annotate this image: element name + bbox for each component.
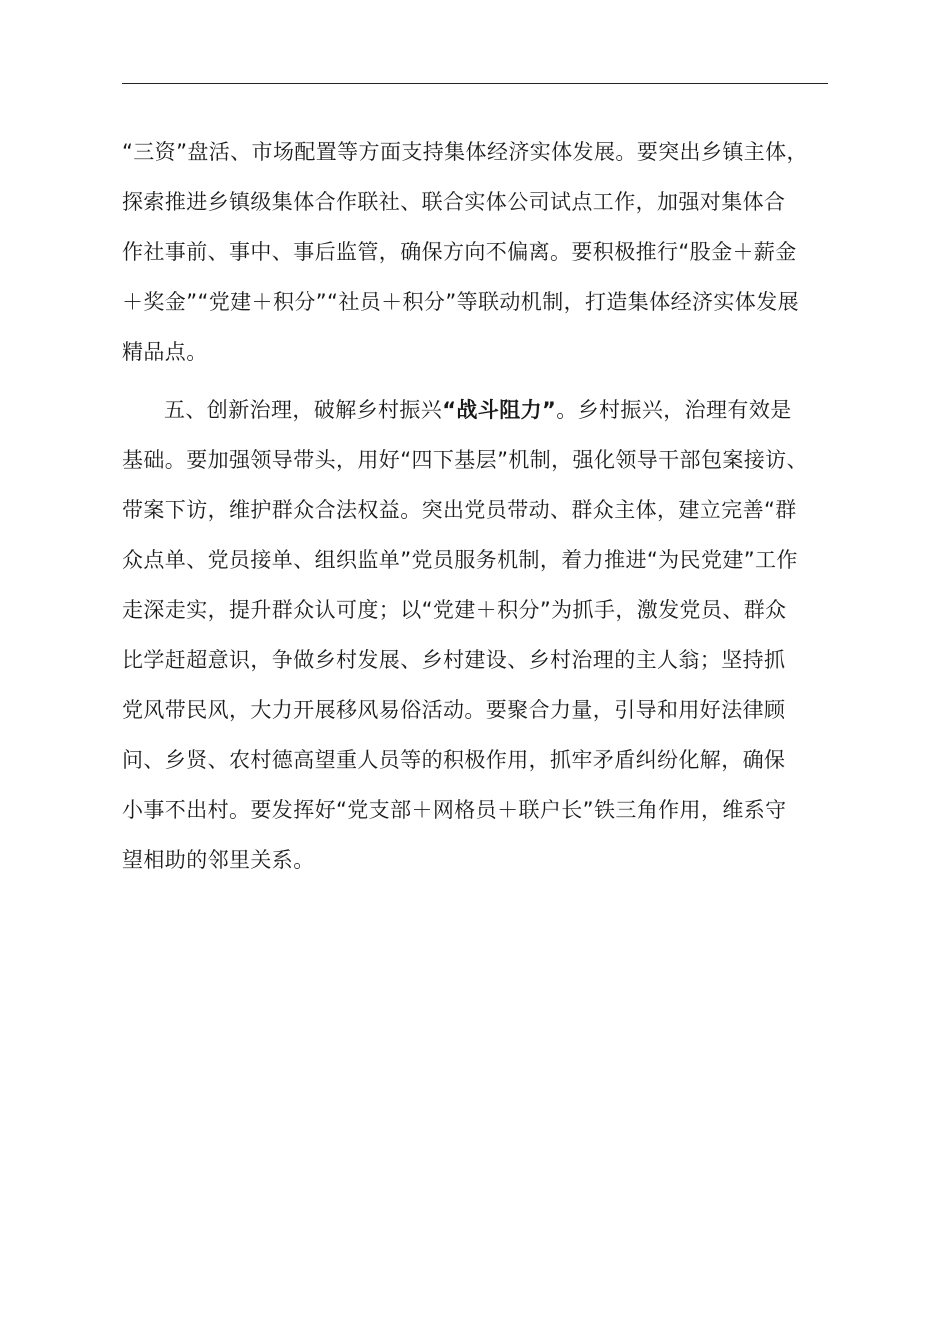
- paragraph-2: [122, 385, 834, 885]
- text-line: 基础。要加强领导带头，用好“四下基层”机制，强化领导干部包案接访、: [122, 448, 808, 472]
- text-line: 党风带民风，大力开展移风易俗活动。要聚合力量，引导和用好法律顾: [122, 698, 786, 722]
- document-body: [122, 127, 834, 885]
- section-heading-emphasis: “战斗阻力”: [442, 398, 557, 422]
- text-line: 精品点。: [122, 340, 208, 364]
- text-line: 比学赶超意识，争做乡村发展、乡村建设、乡村治理的主人翁；坚持抓: [122, 648, 786, 672]
- text-line: 探索推进乡镇级集体合作联社、联合实体公司试点工作，加强对集体合: [122, 190, 786, 214]
- text-line: 作社事前、事中、事后监管，确保方向不偏离。要积极推行“股金＋薪金: [122, 240, 797, 264]
- header-rule: [122, 83, 828, 84]
- text-line: 众点单、党员接单、组织监单”党员服务机制，着力推进“为民党建”工作: [122, 548, 798, 572]
- section-heading-suffix: 。乡村振兴，治理有效是: [556, 398, 792, 422]
- text-line: 带案下访，维护群众合法权益。突出党员带动、群众主体，建立完善“群: [122, 498, 797, 522]
- text-line: 走深走实，提升群众认可度；以“党建＋积分”为抓手，激发党员、群众: [122, 598, 787, 622]
- text-line: 望相助的邻里关系。: [122, 848, 315, 872]
- text-line: 小事不出村。要发挥好“党支部＋网格员＋联户长”铁三角作用，维系守: [122, 798, 787, 822]
- paragraph-1: [122, 127, 834, 377]
- text-line: ＋奖金”“党建＋积分”“社员＋积分”等联动机制，打造集体经济实体发展: [122, 290, 799, 314]
- text-line: “三资”盘活、市场配置等方面支持集体经济实体发展。要突出乡镇主体，: [122, 140, 808, 164]
- section-heading-line: [122, 385, 834, 435]
- section-heading-prefix: 五、创新治理，破解乡村振兴: [164, 398, 443, 422]
- text-line: 问、乡贤、农村德高望重人员等的积极作用，抓牢矛盾纠纷化解，确保: [122, 748, 786, 772]
